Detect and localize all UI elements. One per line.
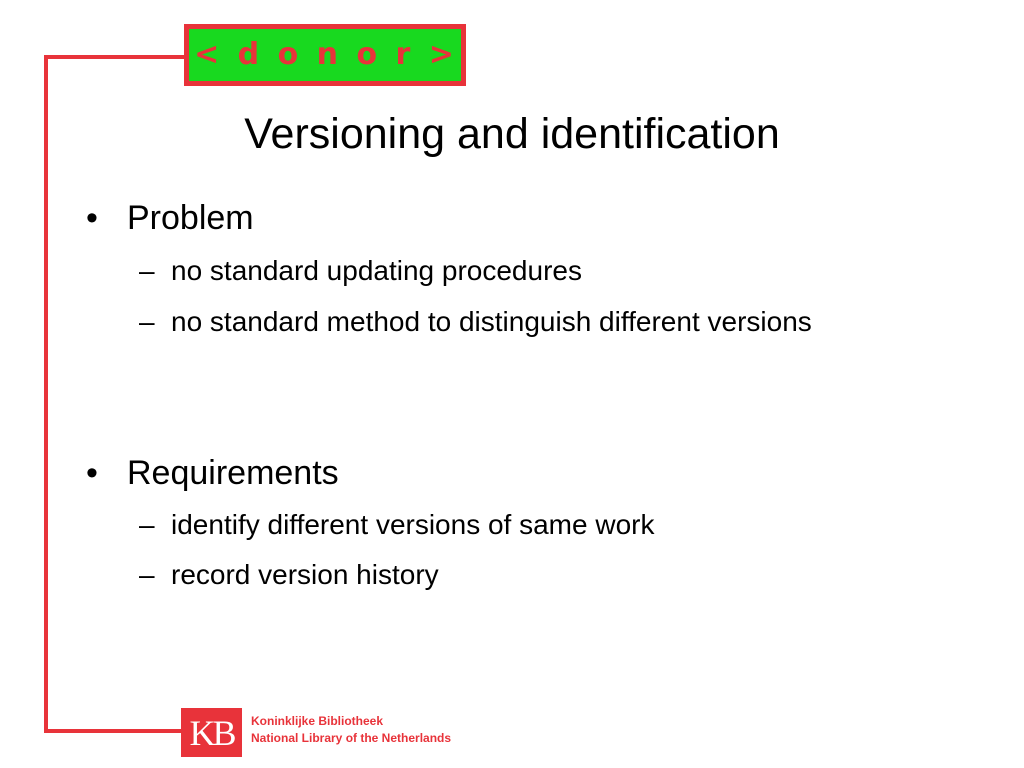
bullet-requirements	[86, 453, 339, 493]
sub-item-marker: –	[139, 306, 155, 337]
sub-item	[139, 253, 851, 289]
sub-item	[139, 557, 851, 593]
sub-item-text: record version history	[171, 559, 439, 590]
library-name	[251, 713, 451, 747]
donor-logo	[184, 24, 466, 86]
sub-item-marker: –	[139, 559, 155, 590]
sub-item-marker: –	[139, 509, 155, 540]
kb-logo-letters: KB	[189, 712, 234, 753]
slide-title: Versioning and identification	[244, 110, 780, 158]
library-name-english: National Library of the Netherlands	[251, 731, 452, 745]
frame-top-line	[44, 55, 187, 59]
sub-item-text: no standard method to distinguish different versions	[171, 306, 812, 337]
kb-logo	[181, 708, 242, 757]
bullet-label: Requirements	[127, 454, 339, 492]
sub-item	[139, 507, 851, 543]
sub-item-marker: –	[139, 255, 155, 286]
bullet-label: Problem	[127, 199, 254, 237]
bullet-marker: •	[86, 199, 98, 237]
frame-bottom-line	[44, 729, 184, 733]
donor-logo-text: < d o n o r >	[194, 37, 456, 72]
bullet-problem	[86, 198, 254, 238]
sub-item	[139, 304, 851, 340]
sub-item-text: identify different versions of same work	[171, 509, 655, 540]
bullet-marker: •	[86, 454, 98, 492]
sub-item-text: no standard updating procedures	[171, 255, 582, 286]
library-name-dutch: Koninklijke Bibliotheek	[251, 714, 384, 728]
